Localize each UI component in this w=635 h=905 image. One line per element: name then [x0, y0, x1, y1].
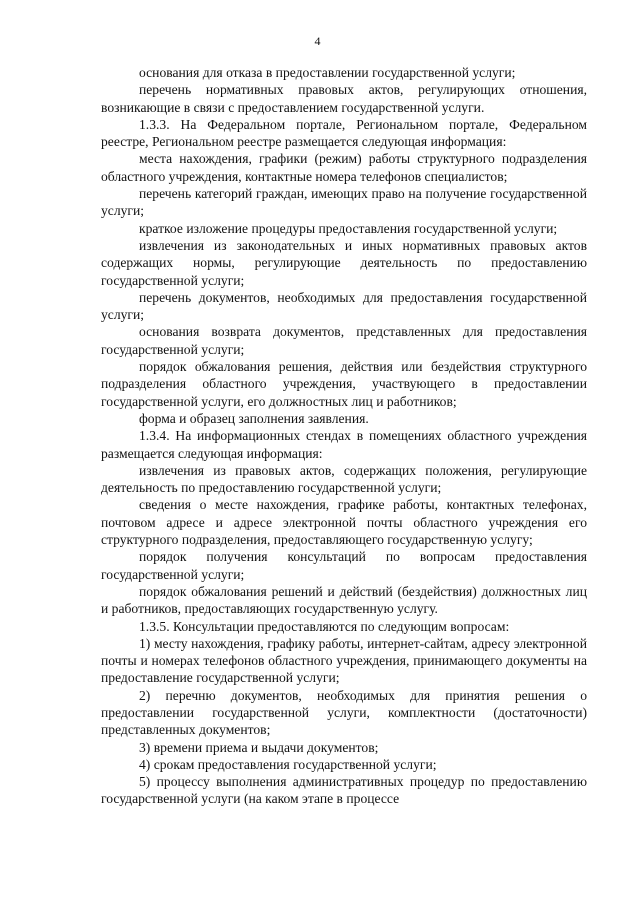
- paragraph: перечень документов, необходимых для предоставления государственной услуги;: [101, 289, 587, 323]
- paragraph: перечень категорий граждан, имеющих право на получение государственной услуги;: [101, 186, 587, 219]
- paragraph: 4) срокам предоставления государственной услуги;: [139, 756, 437, 772]
- paragraph: 1.3.4. На информационных стендах в помещениях областного учреждения размещается следующая информация:: [101, 428, 587, 461]
- paragraph: 3) времени приема и выдачи документов;: [139, 739, 379, 755]
- paragraph: сведения о месте нахождения, графике работы, контактных телефонах, почтовом адресе и адресе электронной почты областного учреждения его структурного подразделения, предоставляющего государственную услугу;: [101, 497, 587, 548]
- paragraph: 2) перечню документов, необходимых для принятия решения о предоставлении государственной услуги, комплектности (достаточности) представленных документов;: [101, 687, 587, 738]
- paragraph: места нахождения, графики (режим) работы структурного подразделения областного учреждения, контактные номера телефонов специалистов;: [101, 151, 587, 184]
- page-number: 4: [314, 34, 321, 48]
- paragraph: 5) процессу выполнения административных процедур по предоставлению государственной услуги (на каком этапе в процессе: [101, 774, 587, 807]
- paragraph: 1.3.5. Консультации предоставляются по следующим вопросам:: [139, 618, 510, 634]
- paragraph: основания возврата документов, представленных для предоставления государственной услуги;: [101, 324, 587, 357]
- paragraph: 1) месту нахождения, графику работы, интернет-сайтам, адресу электронной почты и номерах телефонов областного учреждения, принимающего документы на предоставление государственной услуги;: [101, 635, 587, 686]
- paragraph: 1.3.3. На Федеральном портале, Региональном портале, Федеральном реестре, Региональном реестре размещается следующая информация:: [101, 116, 587, 150]
- paragraph: основания для отказа в предоставлении государственной услуги;: [139, 65, 516, 80]
- paragraph: извлечения из правовых актов, содержащих положения, регулирующие деятельность по предоставлению государственной услуги;: [101, 462, 587, 496]
- paragraph: краткое изложение процедуры предоставления государственной услуги;: [139, 220, 558, 236]
- paragraph: порядок обжалования решений и действий (бездействия) должностных лиц и работников, предоставляющих государственную услугу.: [101, 583, 587, 617]
- document-body: [101, 64, 587, 808]
- paragraph: форма и образец заполнения заявления.: [139, 410, 369, 426]
- paragraph: извлечения из законодательных и иных нормативных правовых актов содержащих нормы, регулирующие деятельность по предоставлению государственной услуги;: [101, 237, 587, 288]
- paragraph: перечень нормативных правовых актов, регулирующих отношения, возникающие в связи с предоставлением государственной услуги.: [101, 82, 587, 115]
- paragraph: порядок обжалования решения, действия или бездействия структурного подразделения областного учреждения, участвующего в предоставлении государственной услуги, его должностных лиц и работников;: [101, 359, 587, 409]
- paragraph: порядок получения консультаций по вопросам предоставления государственной услуги;: [101, 549, 587, 582]
